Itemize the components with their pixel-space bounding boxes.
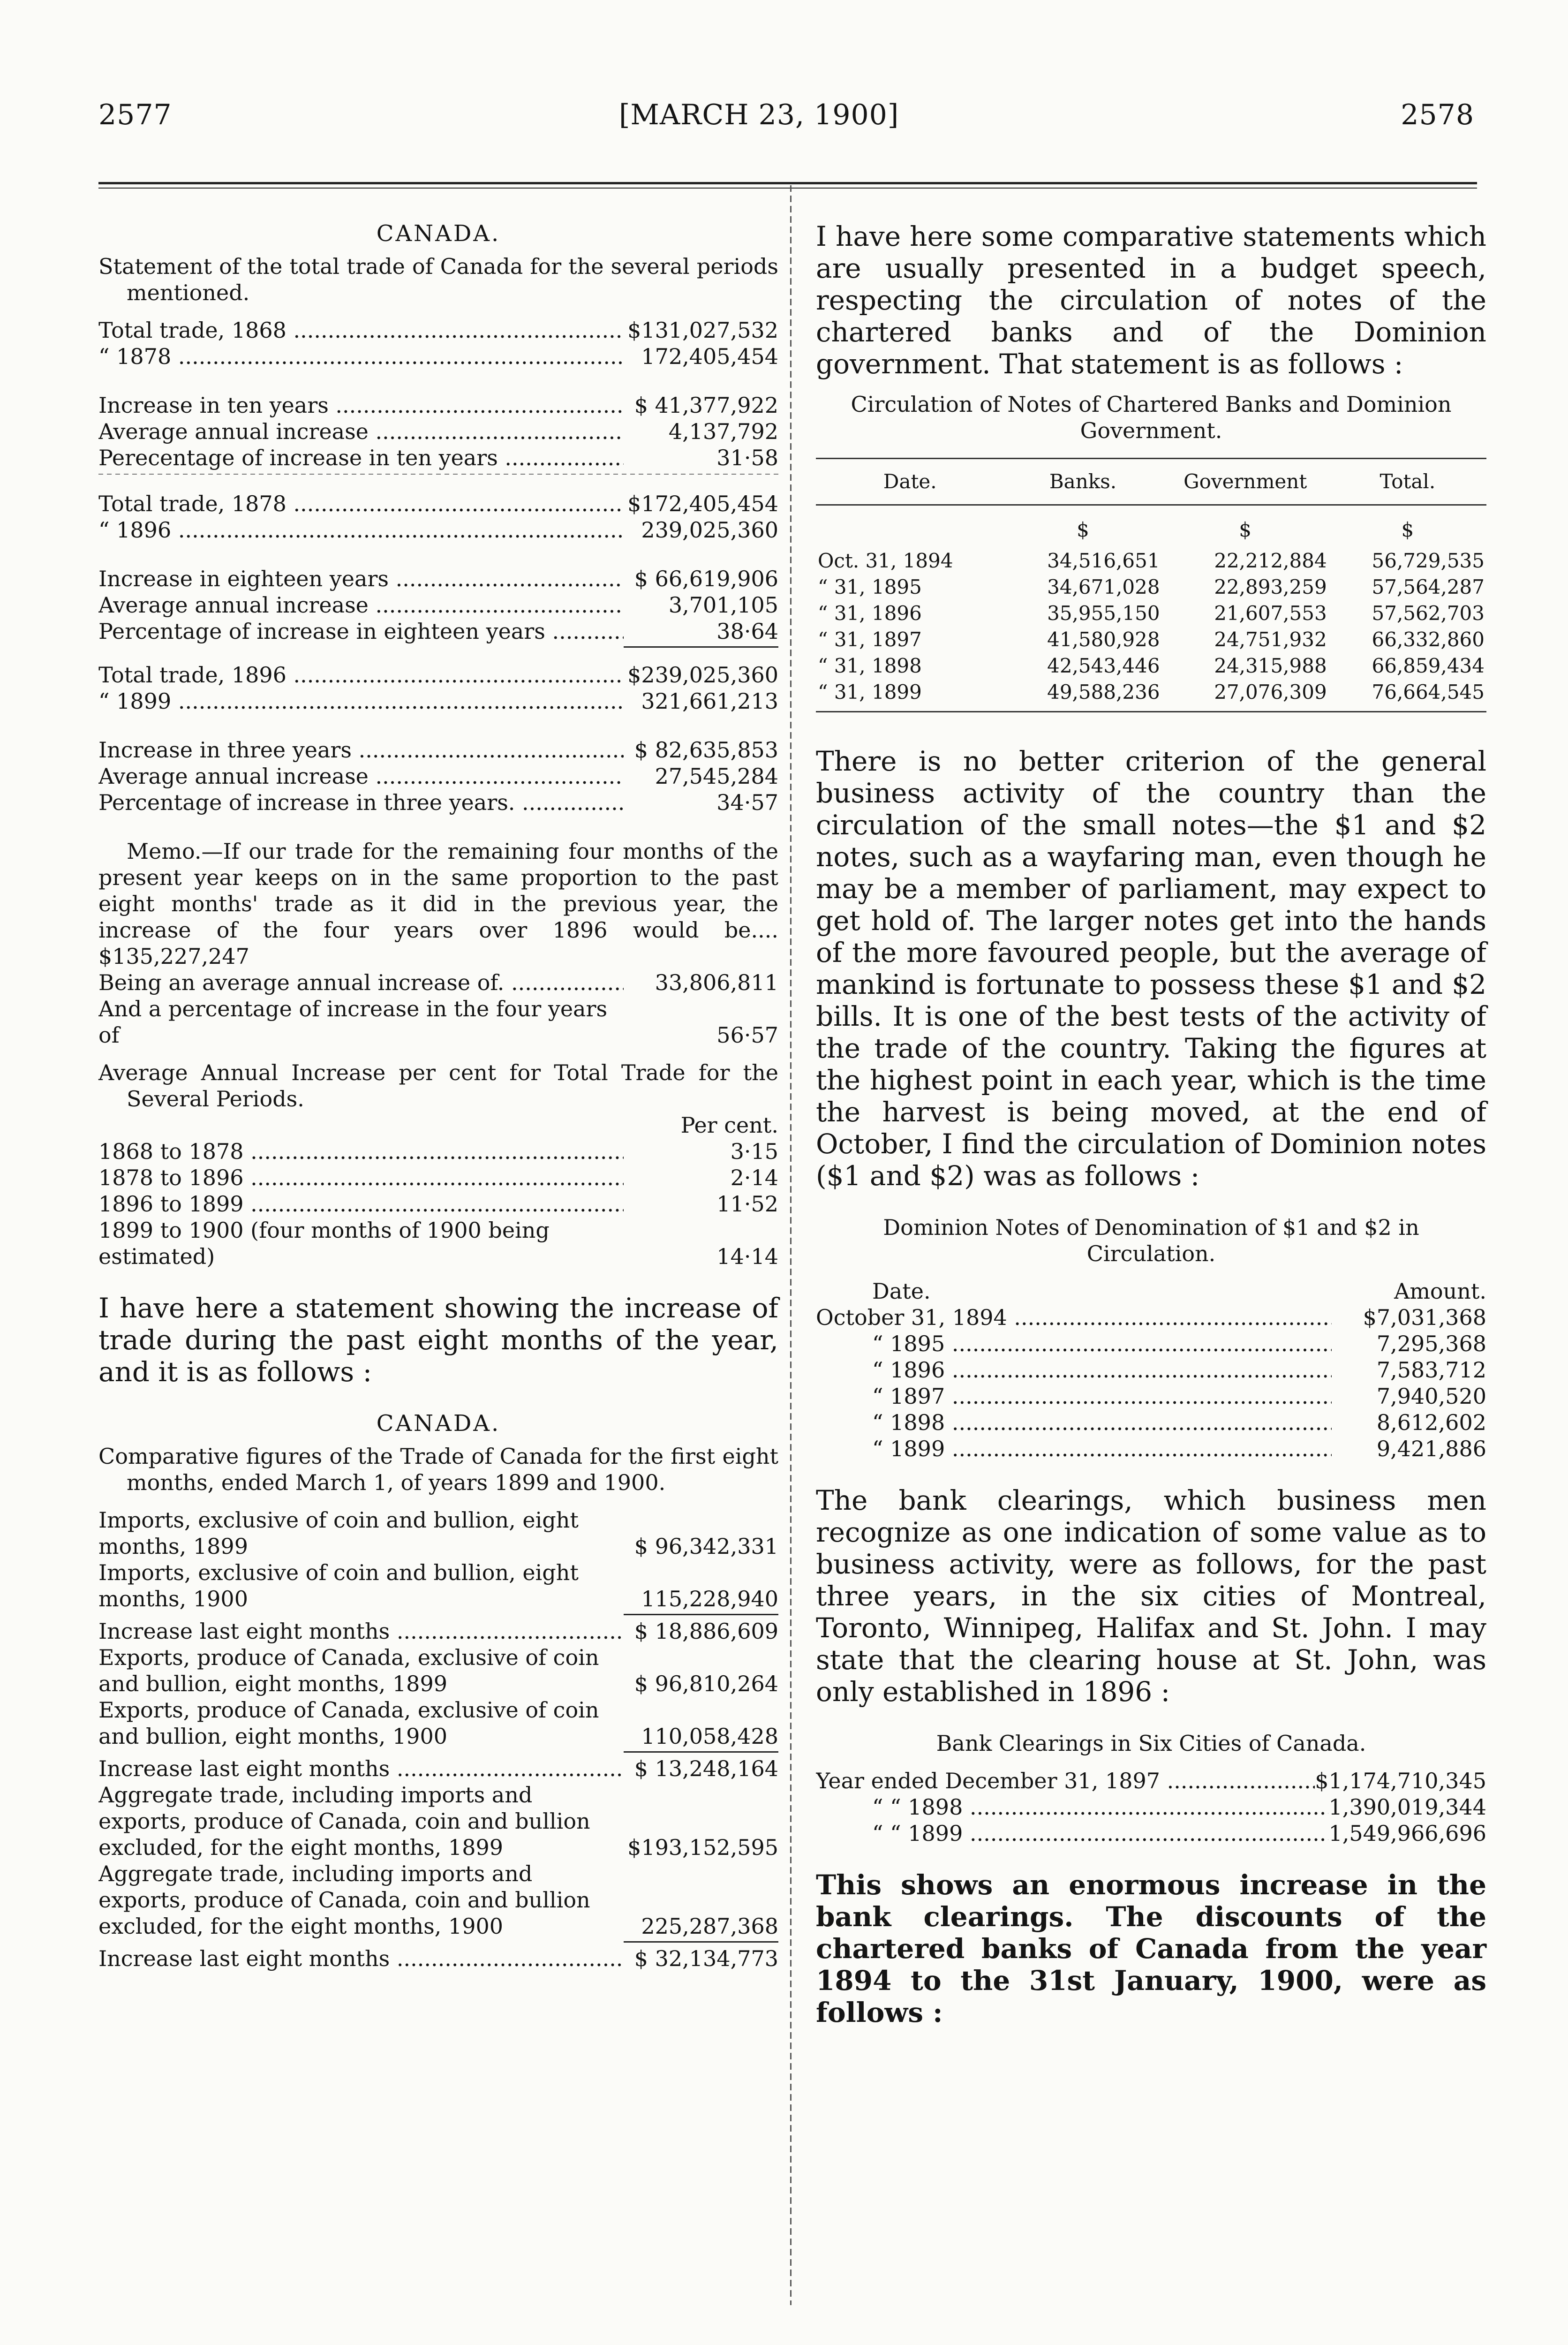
table-cell: 24,751,932: [1214, 628, 1327, 651]
row-value: 34·57: [716, 790, 778, 815]
page-number-right: 2578: [1401, 98, 1474, 131]
row-label: “ 1896 .....: [98, 517, 624, 543]
row-label: Increase in eighteen years .....: [98, 566, 624, 592]
row-value: 14·14: [716, 1244, 778, 1269]
col-date: Date.: [816, 459, 1004, 505]
table-row: [816, 1409, 1486, 1436]
row-value: 110,058,428: [641, 1724, 778, 1749]
table-row: [816, 1331, 1486, 1357]
row-value: 38·64: [716, 619, 778, 644]
table-row: [98, 737, 778, 763]
col-total: Total.: [1329, 459, 1486, 505]
row-label: Total trade, 1878 .....: [98, 491, 624, 517]
row-value: $ 41,377,922: [634, 393, 778, 418]
row-label: “ 1899 .....: [98, 688, 624, 714]
row-label: “ 1897 .....: [816, 1383, 1332, 1409]
table-row: [816, 627, 1486, 653]
table-cell: 41,580,928: [1047, 628, 1160, 651]
row-value: 225,287,368: [641, 1914, 778, 1939]
table-cell: 76,664,545: [1372, 681, 1485, 704]
circulation-table: [816, 458, 1486, 711]
row-label: “ 1899 .....: [816, 1436, 1332, 1462]
row-value: $131,027,532: [627, 318, 778, 343]
row-value: 8,612,602: [1376, 1410, 1486, 1435]
block-dominion: [816, 1304, 1486, 1462]
row-label: Average annual increase .....: [98, 418, 624, 445]
page-date: [MARCH 23, 1900]: [619, 98, 899, 131]
table-row: [98, 343, 778, 370]
table-row: [98, 1507, 778, 1559]
row-label: Percentage of increase in eighteen years .....: [98, 618, 624, 644]
table-cell: 66,859,434: [1372, 654, 1485, 677]
table-cell: Oct. 31, 1894: [818, 549, 953, 572]
row-value: 2·14: [730, 1165, 778, 1190]
block-pct: [98, 1138, 778, 1270]
table-cell: 35,955,150: [1047, 602, 1160, 625]
statement-caption: Statement of the total trade of Canada for the several periods mentioned.: [98, 254, 778, 305]
row-value: 172,405,454: [641, 344, 778, 369]
row-label: Imports, exclusive of coin and bullion, eight months, 1900: [98, 1560, 579, 1611]
block-t5: [98, 662, 778, 714]
row-value: $ 82,635,853: [634, 737, 778, 763]
row-value: 11·52: [716, 1191, 778, 1217]
header-rule-thin: [98, 188, 1477, 189]
table-cell: “ 31, 1899: [818, 681, 922, 704]
row-label: October 31, 1894 .....: [816, 1304, 1332, 1331]
table-cell: 57,562,703: [1372, 602, 1485, 625]
row-value: 33,806,811: [655, 970, 778, 995]
per-cent-header: Per cent.: [680, 1112, 778, 1138]
row-label: 1868 to 1878 .....: [98, 1138, 624, 1165]
unit-cell: $: [1239, 518, 1252, 541]
header-rule: [98, 182, 1477, 184]
row-label: “ “ 1898 .....: [816, 1794, 1328, 1820]
row-label: “ 1896 .....: [816, 1357, 1332, 1383]
row-value: 3·15: [730, 1139, 778, 1164]
row-value: 4,137,792: [668, 419, 778, 444]
table-row: [98, 1861, 778, 1939]
row-value: $239,025,360: [627, 662, 778, 688]
unit-cell: [816, 505, 1004, 548]
table-row: [98, 1618, 778, 1644]
table-cell: 34,671,028: [1047, 575, 1160, 598]
row-label: 1896 to 1899 .....: [98, 1191, 624, 1217]
row-label: Being an average annual increase of. .....: [98, 969, 624, 996]
paragraph-small-notes: There is no better criterion of the general business activity of the country than the circulation of the small notes—the $1 and $2 notes, such as a wayfaring man, even though he may be a member of parliament, may expect to get hold of. The larger notes get into the hands of the more favoured people, but the average of mankind is fortunate to possess these $1 and $2 bills. It is one of the best tests of the activity of the trade of the country. Taking the figures at the highest point in each year, which is the time the harvest is being moved, at the end of October, I find the circulation of Dominion notes ($1 and $2) was as follows :: [816, 745, 1486, 1192]
row-value: 9,421,886: [1376, 1436, 1486, 1461]
table-row: [98, 662, 778, 688]
row-label: Percentage of increase in three years. .....: [98, 789, 624, 816]
table-row: [816, 1794, 1486, 1820]
table-row: [816, 574, 1486, 600]
row-label: Perecentage of increase in ten years .....: [98, 445, 624, 471]
row-value: $ 96,342,331: [634, 1534, 778, 1559]
table-cell: 27,076,309: [1214, 681, 1327, 704]
col-government: Government: [1162, 459, 1329, 505]
table-row: [98, 1697, 778, 1749]
row-value: $ 32,134,773: [634, 1946, 778, 1971]
table-cell: 56,729,535: [1372, 549, 1485, 572]
row-label: Exports, produce of Canada, exclusive of coin and bullion, eight months, 1899: [98, 1645, 599, 1696]
row-value: 27,545,284: [655, 764, 778, 789]
table-row: [816, 548, 1486, 574]
row-label: Imports, exclusive of coin and bullion, eight months, 1899: [98, 1507, 579, 1559]
table-row: [816, 1820, 1486, 1846]
row-value: 115,228,940: [641, 1586, 778, 1611]
table-row: [98, 789, 778, 816]
table-row: [98, 392, 778, 418]
table-row: [98, 1191, 778, 1217]
table-cell: 22,893,259: [1214, 575, 1327, 598]
row-value: 31·58: [716, 445, 778, 470]
table-row: [98, 592, 778, 618]
table-row: [98, 317, 778, 343]
comparative-caption: Comparative figures of the Trade of Canada for the first eight months, ended March 1, of years 1899 and 1900.: [98, 1444, 778, 1495]
memo-paragraph: Memo.—If our trade for the remaining four months of the present year keeps on in the same proportion to the past eight months' trade as it did in the previous year, the increase of the four years over 1896 would be.... $135,227,247: [98, 839, 778, 969]
table-row: [816, 1304, 1486, 1331]
unit-cell: $: [1401, 518, 1414, 541]
paragraph-increase-trade: I have here a statement showing the increase of trade during the past eight months of the year, and it is as follows :: [98, 1292, 778, 1388]
table-cell: 42,543,446: [1047, 654, 1160, 677]
row-value: $ 18,886,609: [634, 1619, 778, 1644]
table-row: [98, 688, 778, 714]
paragraph-comparative: I have here some comparative statements which are usually presented in a budget speech, respecting the circulation of notes of the chartered banks and of the Dominion government. That statement is as follows :: [816, 220, 1486, 380]
row-value: 1,549,966,696: [1328, 1821, 1486, 1846]
block-c3: [98, 1755, 778, 1939]
row-label: And a percentage of increase in the four years of: [98, 996, 608, 1048]
row-label: Increase in three years .....: [98, 737, 624, 763]
avg-title: Average Annual Increase per cent for Total Trade for the Several Periods.: [98, 1060, 778, 1112]
row-label: Aggregate trade, including imports and exports, produce of Canada, coin and bullion excluded, for the eight months, 1899: [98, 1782, 590, 1860]
table-row: [98, 1644, 778, 1697]
row-value: 321,661,213: [641, 688, 778, 714]
row-label: Increase last eight months .....: [98, 1618, 624, 1644]
row-value: $ 66,619,906: [634, 566, 778, 591]
row-label: Average annual increase .....: [98, 763, 624, 789]
row-label: Increase in ten years .....: [98, 392, 624, 418]
row-label: “ 1878 .....: [98, 343, 624, 370]
row-label: “ 1898 .....: [816, 1409, 1332, 1436]
row-label: Aggregate trade, including imports and exports, produce of Canada, coin and bullion excluded, for the eight months, 1900: [98, 1861, 590, 1939]
table-row: [98, 1559, 778, 1612]
table-row: [98, 1755, 778, 1782]
table-row: [98, 1217, 778, 1270]
table-row: [98, 1782, 778, 1861]
block-c2: [98, 1618, 778, 1749]
row-value: 7,940,520: [1376, 1384, 1486, 1409]
table-row: [98, 445, 778, 471]
clearings-title: Bank Clearings in Six Cities of Canada.: [936, 1731, 1366, 1756]
table-cell: 57,564,287: [1372, 575, 1485, 598]
table-row: [98, 491, 778, 517]
row-value: $172,405,454: [627, 491, 778, 516]
dom-date-header: Date.: [872, 1278, 931, 1304]
table-cell: 49,588,236: [1047, 681, 1160, 704]
row-value: $ 96,810,264: [634, 1671, 778, 1696]
row-label: “ 1895 .....: [816, 1331, 1332, 1357]
dom-amount-header: Amount.: [1394, 1278, 1486, 1304]
block-memo2: [98, 969, 778, 1048]
section-title-canada: CANADA.: [376, 220, 501, 247]
row-value: 1,390,019,344: [1328, 1794, 1486, 1820]
table-row: [98, 996, 778, 1048]
table-row: [98, 418, 778, 445]
table-cell: “ 31, 1895: [818, 575, 922, 598]
block-c1: [98, 1507, 778, 1612]
table-row: [816, 653, 1486, 679]
row-label: Increase last eight months .....: [98, 1945, 624, 1972]
row-value: 7,583,712: [1376, 1357, 1486, 1383]
table-row: [816, 1436, 1486, 1462]
column-separator: [790, 185, 792, 2305]
block-t6: [98, 737, 778, 816]
table-row: [98, 1138, 778, 1165]
row-label: Year ended December 31, 1897 .....: [816, 1768, 1315, 1794]
block-t4: [98, 566, 778, 644]
table-row: [98, 1945, 778, 1972]
row-label: 1878 to 1896 .....: [98, 1165, 624, 1191]
table-cell: 66,332,860: [1372, 628, 1485, 651]
section-title-canada-2: CANADA.: [376, 1410, 501, 1437]
col-banks: Banks.: [1004, 459, 1161, 505]
table-cell: 22,212,884: [1214, 549, 1327, 572]
row-value: $193,152,595: [627, 1835, 778, 1860]
dominion-notes-title: Dominion Notes of Denomination of $1 and $2 in Circulation.: [883, 1215, 1419, 1266]
row-value: 239,025,360: [641, 517, 778, 543]
table-row: [98, 763, 778, 789]
row-value: $7,031,368: [1363, 1305, 1486, 1330]
row-label: 1899 to 1900 (four months of 1900 being estimated): [98, 1218, 550, 1269]
table-row: [816, 600, 1486, 627]
table-cell: “ 31, 1897: [818, 628, 922, 651]
row-value: $1,174,710,345: [1315, 1768, 1486, 1793]
circulation-title: Circulation of Notes of Chartered Banks and Dominion Government.: [851, 392, 1452, 443]
table-row: [98, 517, 778, 543]
block-t2: [98, 392, 778, 471]
block-t3: [98, 491, 778, 543]
block-c4: [98, 1945, 778, 1972]
row-label: Total trade, 1896 .....: [98, 662, 624, 688]
table-cell: 24,315,988: [1214, 654, 1327, 677]
row-value: 7,295,368: [1376, 1331, 1486, 1356]
table-row: [816, 1357, 1486, 1383]
row-label: “ “ 1899 .....: [816, 1820, 1328, 1846]
row-label: Average annual increase .....: [98, 592, 624, 618]
table-cell: “ 31, 1896: [818, 602, 922, 625]
table-row: [816, 1383, 1486, 1409]
table-row: [816, 679, 1486, 711]
block-clearings: [816, 1768, 1486, 1846]
row-label: Exports, produce of Canada, exclusive of coin and bullion, eight months, 1900: [98, 1697, 599, 1749]
row-value: 56·57: [716, 1022, 778, 1048]
table-row: [98, 566, 778, 592]
row-value: 3,701,105: [668, 592, 778, 618]
unit-cell: $: [1077, 518, 1089, 541]
block-t1: [98, 317, 778, 370]
table-row: [98, 969, 778, 996]
row-value: $ 13,248,164: [634, 1756, 778, 1781]
right-column: [816, 220, 1486, 2028]
table-row: [98, 618, 778, 644]
table-row: [816, 1768, 1486, 1794]
table-row: [98, 1165, 778, 1191]
table-cell: 21,607,553: [1214, 602, 1327, 625]
paragraph-bank-clearings: The bank clearings, which business men recognize as one indication of some value as to business activity, were as follows, for the past three years, in the six cities of Montreal, Toronto, Winnipeg, Halifax and St. John. I may state that the clearing house at St. John, was only established in 1896 :: [816, 1484, 1486, 1708]
left-column: [98, 220, 778, 1972]
table-cell: 34,516,651: [1047, 549, 1160, 572]
row-label: Total trade, 1868 .....: [98, 317, 624, 343]
row-label: Increase last eight months .....: [98, 1755, 624, 1782]
paragraph-enormous-increase: This shows an enormous increase in the bank clearings. The discounts of the chartered banks of Canada from the year 1894 to the 31st January, 1900, were as follows :: [816, 1869, 1486, 2028]
page-number-left: 2577: [98, 98, 172, 131]
table-cell: “ 31, 1898: [818, 654, 922, 677]
